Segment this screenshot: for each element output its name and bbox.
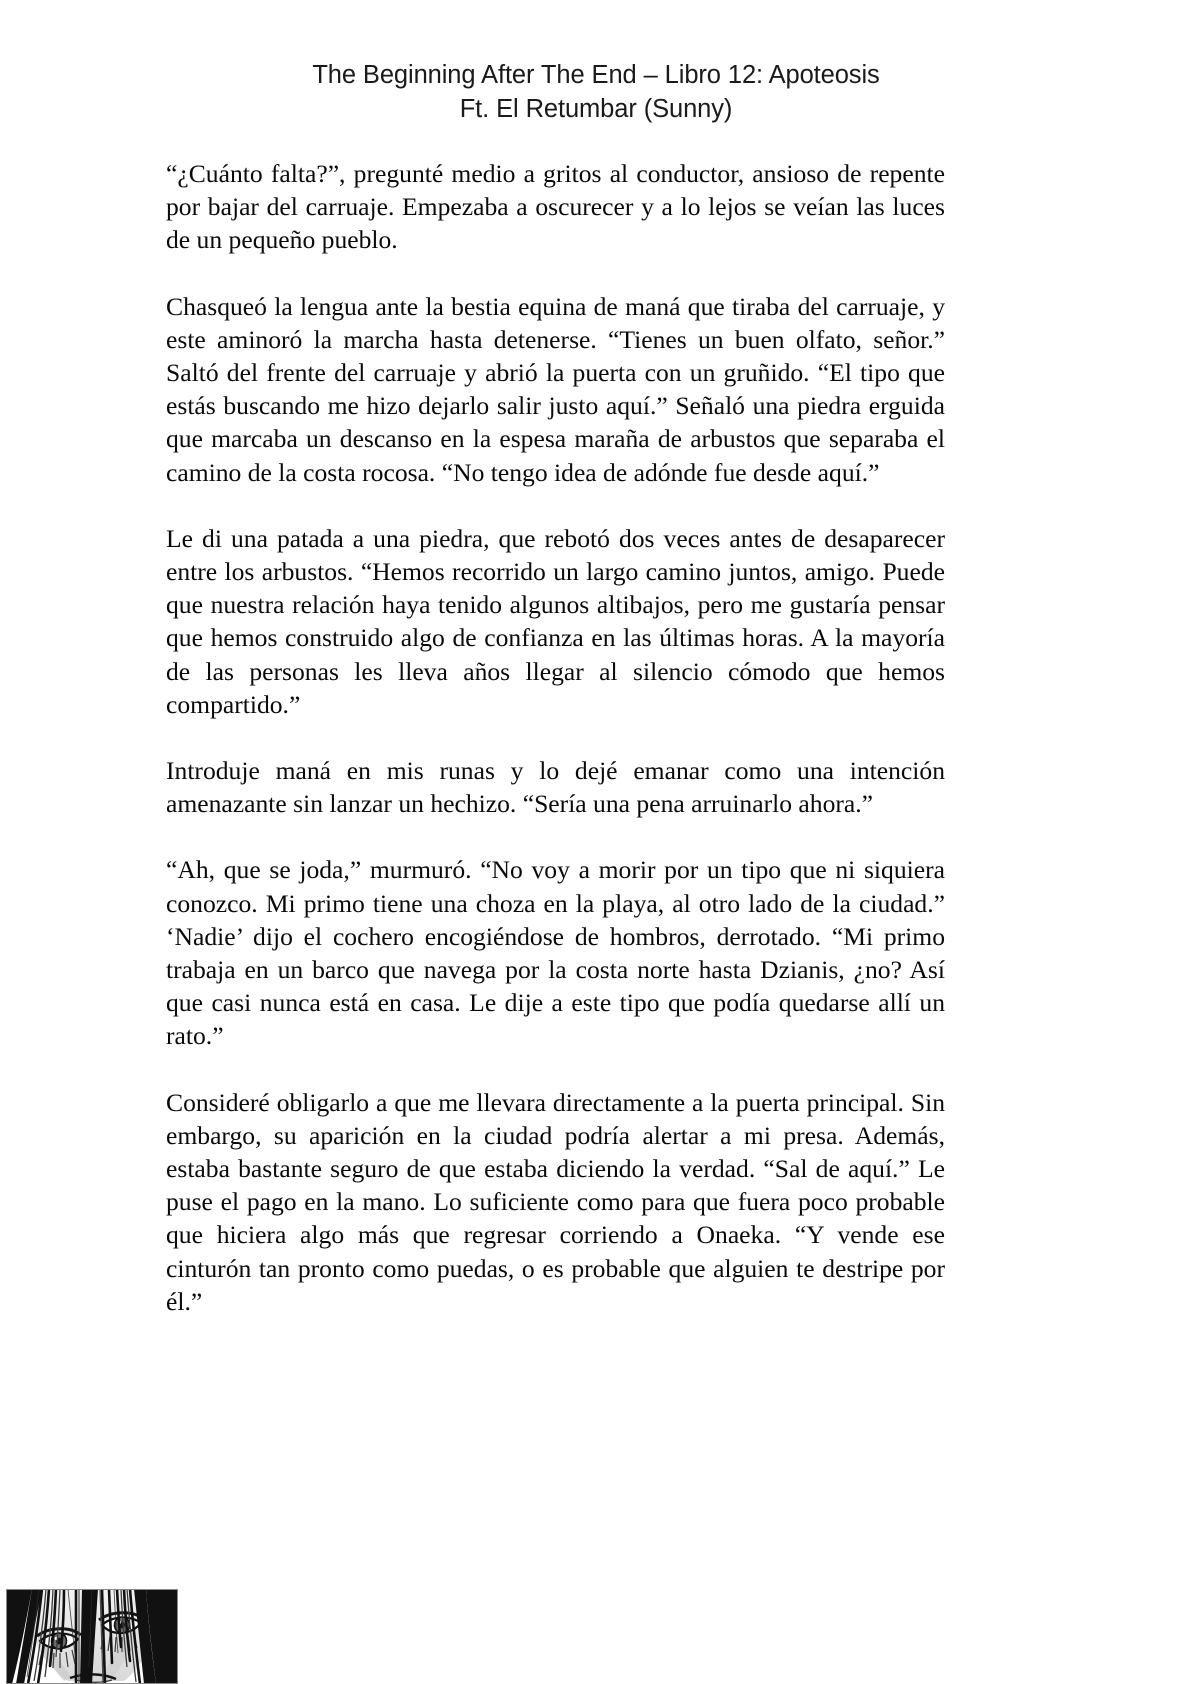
- body-paragraph: Chasqueó la lengua ante la bestia equina de maná que tiraba del carruaje, y este aminoró la marcha hasta detenerse. “Tienes un buen olfato, señor.” Saltó del frente del carruaje y abrió la puerta con un gruñido. “El tipo que estás buscando me hizo dejarlo salir justo aquí.” Señaló una piedra erguida que marcaba un descanso en la espesa maraña de arbustos que separaba el camino de la costa rocosa. “No tengo idea de adónde fue desde aquí.”: [166, 291, 945, 487]
- body-paragraph: Le di una patada a una piedra, que rebotó dos veces antes de desaparecer entre los arbustos. “Hemos recorrido un largo camino juntos, amigo. Puede que nuestra relación haya tenido algunos altibajos, pero me gustaría pensar que hemos construido algo de confianza en las últimas horas. A la mayoría de las personas les lleva años llegar al silencio cómodo que hemos compartido.”: [166, 523, 945, 719]
- body-paragraph: “¿Cuánto falta?”, pregunté medio a gritos al conductor, ansioso de repente por bajar del carruaje. Empezaba a oscurecer y a lo lejos se veían las luces de un pequeño pueblo.: [166, 159, 945, 255]
- body-paragraph: “Ah, que se joda,” murmuró. “No voy a morir por un tipo que ni siquiera conozco. Mi primo tiene una choza en la playa, al otro lado de la ciudad.” ‘Nadie’ dijo el cochero encogiéndose de hombros, derrotado. “Mi primo trabaja en un barco que navega por la costa norte hasta Dzianis, ¿no? Así que casi nunca está en casa. Le dije a este tipo que podía quedarse allí un rato.”: [166, 855, 945, 1051]
- document-body: [166, 157, 945, 1318]
- manga-face-illustration: [6, 1589, 178, 1684]
- header-subtitle-line: Ft. El Retumbar (Sunny): [459, 95, 733, 124]
- document-header: [0, 58, 1192, 126]
- header-title-line: The Beginning After The End – Libro 12: Apoteosis: [312, 61, 880, 89]
- body-paragraph: Introduje maná en mis runas y lo dejé emanar como una intención amenazante sin lanzar un hechizo. “Sería una pena arruinarlo ahora.”: [166, 756, 945, 819]
- manga-face-icon: [6, 1589, 178, 1684]
- body-paragraph: Consideré obligarlo a que me llevara directamente a la puerta principal. Sin embargo, su aparición en la ciudad podría alertar a mi presa. Además, estaba bastante seguro de que estaba diciendo la verdad. “Sal de aquí.” Le puse el pago en la mano. Lo suficiente como para que fuera poco probable que hiciera algo más que regresar corriendo a Onaeka. “Y vende ese cinturón tan pronto como puedas, o es probable que alguien te destripe por él.”: [166, 1087, 945, 1316]
